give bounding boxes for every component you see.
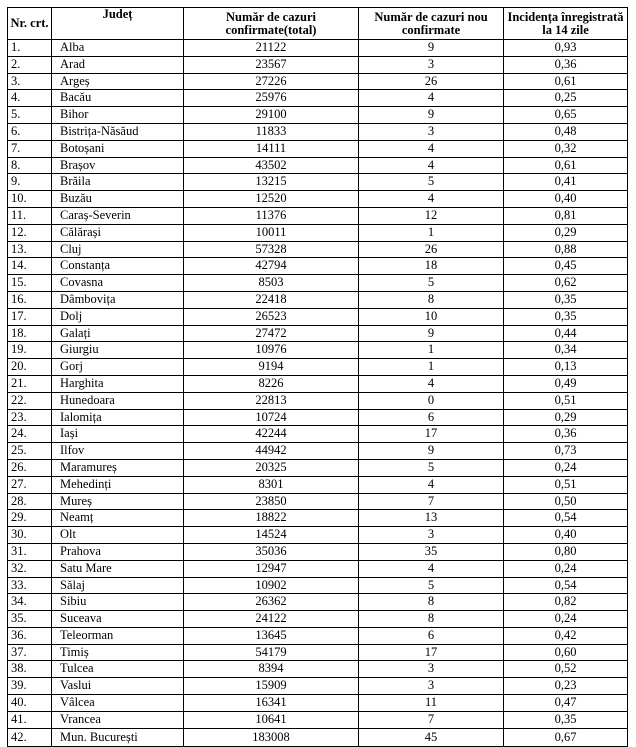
table-row xyxy=(8,711,628,728)
table-row xyxy=(8,510,628,527)
row-noi: 17 xyxy=(359,644,504,661)
row-total: 42244 xyxy=(184,426,359,443)
row-judet: Dâmbovița xyxy=(52,291,184,308)
row-nr: 31. xyxy=(8,543,52,560)
row-judet: Botoșani xyxy=(52,140,184,157)
row-total: 11376 xyxy=(184,207,359,224)
table-header-row xyxy=(8,8,628,40)
row-judet: Cluj xyxy=(52,241,184,258)
table-row xyxy=(8,409,628,426)
table-row xyxy=(8,577,628,594)
row-incidenta: 0,60 xyxy=(504,644,628,661)
row-nr: 18. xyxy=(8,325,52,342)
row-nr: 15. xyxy=(8,275,52,292)
table-row xyxy=(8,543,628,560)
row-judet: Călărași xyxy=(52,224,184,241)
row-total: 57328 xyxy=(184,241,359,258)
table-row xyxy=(8,627,628,644)
table-row xyxy=(8,359,628,376)
row-incidenta: 0,35 xyxy=(504,711,628,728)
row-incidenta: 0,32 xyxy=(504,140,628,157)
row-noi: 7 xyxy=(359,711,504,728)
row-noi: 4 xyxy=(359,476,504,493)
row-nr: 22. xyxy=(8,392,52,409)
row-judet: Bihor xyxy=(52,107,184,124)
row-judet: Tulcea xyxy=(52,661,184,678)
row-nr: 5. xyxy=(8,107,52,124)
row-noi: 35 xyxy=(359,543,504,560)
row-judet: Hunedoara xyxy=(52,392,184,409)
row-noi: 11 xyxy=(359,695,504,712)
row-total: 16341 xyxy=(184,695,359,712)
table-row xyxy=(8,157,628,174)
row-judet: Sălaj xyxy=(52,577,184,594)
row-judet: Neamț xyxy=(52,510,184,527)
row-nr: 3. xyxy=(8,73,52,90)
row-incidenta: 0,54 xyxy=(504,510,628,527)
covid-cases-table xyxy=(7,7,628,747)
row-incidenta: 0,40 xyxy=(504,191,628,208)
row-judet: Ialomița xyxy=(52,409,184,426)
table-row xyxy=(8,342,628,359)
table-row xyxy=(8,392,628,409)
row-judet: Suceava xyxy=(52,611,184,628)
row-judet: Bacău xyxy=(52,90,184,107)
row-judet: Galați xyxy=(52,325,184,342)
row-nr: 17. xyxy=(8,308,52,325)
row-nr: 16. xyxy=(8,291,52,308)
row-incidenta: 0,93 xyxy=(504,40,628,57)
row-judet: Gorj xyxy=(52,359,184,376)
row-judet: Satu Mare xyxy=(52,560,184,577)
row-nr: 33. xyxy=(8,577,52,594)
row-noi: 18 xyxy=(359,258,504,275)
row-incidenta: 0,29 xyxy=(504,224,628,241)
row-noi: 4 xyxy=(359,560,504,577)
row-noi: 8 xyxy=(359,594,504,611)
row-noi: 4 xyxy=(359,191,504,208)
row-incidenta: 0,35 xyxy=(504,291,628,308)
row-judet: Brașov xyxy=(52,157,184,174)
table-row xyxy=(8,527,628,544)
row-noi: 13 xyxy=(359,510,504,527)
row-nr: 4. xyxy=(8,90,52,107)
table-row xyxy=(8,258,628,275)
row-judet: Prahova xyxy=(52,543,184,560)
row-incidenta: 0,61 xyxy=(504,157,628,174)
table-row xyxy=(8,678,628,695)
row-total: 8503 xyxy=(184,275,359,292)
row-incidenta: 0,45 xyxy=(504,258,628,275)
row-judet: Brăila xyxy=(52,174,184,191)
row-nr: 40. xyxy=(8,695,52,712)
row-incidenta: 0,25 xyxy=(504,90,628,107)
row-nr: 21. xyxy=(8,375,52,392)
row-incidenta: 0,29 xyxy=(504,409,628,426)
row-total: 8394 xyxy=(184,661,359,678)
row-total: 22813 xyxy=(184,392,359,409)
row-noi: 10 xyxy=(359,308,504,325)
row-total: 35036 xyxy=(184,543,359,560)
row-incidenta: 0,23 xyxy=(504,678,628,695)
row-judet: Giurgiu xyxy=(52,342,184,359)
row-noi: 9 xyxy=(359,40,504,57)
table-row xyxy=(8,661,628,678)
row-total: 23567 xyxy=(184,56,359,73)
row-total: 12947 xyxy=(184,560,359,577)
row-noi: 12 xyxy=(359,207,504,224)
row-incidenta: 0,54 xyxy=(504,577,628,594)
row-total: 10902 xyxy=(184,577,359,594)
row-nr: 38. xyxy=(8,661,52,678)
row-judet: Harghita xyxy=(52,375,184,392)
row-total: 20325 xyxy=(184,459,359,476)
table-row xyxy=(8,107,628,124)
table-row xyxy=(8,644,628,661)
table-row xyxy=(8,426,628,443)
table-row xyxy=(8,73,628,90)
row-noi: 3 xyxy=(359,527,504,544)
row-judet: Sibiu xyxy=(52,594,184,611)
row-judet: Ilfov xyxy=(52,443,184,460)
row-judet: Iași xyxy=(52,426,184,443)
row-incidenta: 0,67 xyxy=(504,728,628,746)
row-total: 43502 xyxy=(184,157,359,174)
row-total: 23850 xyxy=(184,493,359,510)
row-incidenta: 0,61 xyxy=(504,73,628,90)
row-judet: Alba xyxy=(52,40,184,57)
table-row xyxy=(8,611,628,628)
row-nr: 29. xyxy=(8,510,52,527)
row-incidenta: 0,73 xyxy=(504,443,628,460)
row-incidenta: 0,13 xyxy=(504,359,628,376)
row-incidenta: 0,44 xyxy=(504,325,628,342)
row-judet: Dolj xyxy=(52,308,184,325)
row-noi: 1 xyxy=(359,224,504,241)
row-noi: 5 xyxy=(359,174,504,191)
row-noi: 9 xyxy=(359,443,504,460)
table-row xyxy=(8,123,628,140)
table-row xyxy=(8,174,628,191)
row-judet: Covasna xyxy=(52,275,184,292)
row-total: 10011 xyxy=(184,224,359,241)
row-incidenta: 0,24 xyxy=(504,611,628,628)
row-nr: 1. xyxy=(8,40,52,57)
row-total: 44942 xyxy=(184,443,359,460)
row-total: 18822 xyxy=(184,510,359,527)
row-nr: 27. xyxy=(8,476,52,493)
row-incidenta: 0,36 xyxy=(504,56,628,73)
row-judet: Maramureș xyxy=(52,459,184,476)
row-nr: 28. xyxy=(8,493,52,510)
row-nr: 14. xyxy=(8,258,52,275)
row-total: 54179 xyxy=(184,644,359,661)
row-nr: 11. xyxy=(8,207,52,224)
row-noi: 3 xyxy=(359,678,504,695)
row-nr: 34. xyxy=(8,594,52,611)
row-nr: 8. xyxy=(8,157,52,174)
row-total: 9194 xyxy=(184,359,359,376)
row-total: 10641 xyxy=(184,711,359,728)
row-incidenta: 0,40 xyxy=(504,527,628,544)
row-total: 13645 xyxy=(184,627,359,644)
row-incidenta: 0,35 xyxy=(504,308,628,325)
row-noi: 4 xyxy=(359,157,504,174)
table-row xyxy=(8,375,628,392)
row-nr: 7. xyxy=(8,140,52,157)
table-row xyxy=(8,275,628,292)
row-noi: 1 xyxy=(359,342,504,359)
row-total: 27226 xyxy=(184,73,359,90)
row-noi: 1 xyxy=(359,359,504,376)
row-nr: 24. xyxy=(8,426,52,443)
row-noi: 3 xyxy=(359,661,504,678)
row-total: 25976 xyxy=(184,90,359,107)
row-incidenta: 0,81 xyxy=(504,207,628,224)
row-nr: 20. xyxy=(8,359,52,376)
row-total: 8301 xyxy=(184,476,359,493)
table-row xyxy=(8,308,628,325)
row-noi: 8 xyxy=(359,291,504,308)
row-total: 29100 xyxy=(184,107,359,124)
row-nr: 13. xyxy=(8,241,52,258)
row-judet: Constanța xyxy=(52,258,184,275)
table-row xyxy=(8,476,628,493)
table-row xyxy=(8,560,628,577)
row-incidenta: 0,41 xyxy=(504,174,628,191)
table-row xyxy=(8,140,628,157)
row-noi: 5 xyxy=(359,275,504,292)
row-nr: 6. xyxy=(8,123,52,140)
row-judet: Vâlcea xyxy=(52,695,184,712)
row-nr: 35. xyxy=(8,611,52,628)
row-judet: Caraș-Severin xyxy=(52,207,184,224)
row-incidenta: 0,65 xyxy=(504,107,628,124)
row-total: 10724 xyxy=(184,409,359,426)
row-total: 10976 xyxy=(184,342,359,359)
row-noi: 5 xyxy=(359,577,504,594)
row-incidenta: 0,80 xyxy=(504,543,628,560)
row-judet: Teleorman xyxy=(52,627,184,644)
row-incidenta: 0,36 xyxy=(504,426,628,443)
row-nr: 26. xyxy=(8,459,52,476)
table-row xyxy=(8,241,628,258)
row-total: 14111 xyxy=(184,140,359,157)
row-nr: 23. xyxy=(8,409,52,426)
header-incidenta: Incidența înregistrată la 14 zile xyxy=(504,8,628,40)
table-row xyxy=(8,291,628,308)
row-noi: 26 xyxy=(359,73,504,90)
row-nr: 2. xyxy=(8,56,52,73)
row-noi: 3 xyxy=(359,56,504,73)
row-total: 14524 xyxy=(184,527,359,544)
row-nr: 41. xyxy=(8,711,52,728)
row-total: 27472 xyxy=(184,325,359,342)
row-total: 13215 xyxy=(184,174,359,191)
row-judet: Timiș xyxy=(52,644,184,661)
row-judet: Mun. București xyxy=(52,728,184,746)
row-total: 15909 xyxy=(184,678,359,695)
row-nr: 9. xyxy=(8,174,52,191)
header-judet: Județ xyxy=(52,8,184,40)
row-incidenta: 0,51 xyxy=(504,392,628,409)
row-incidenta: 0,88 xyxy=(504,241,628,258)
table-row xyxy=(8,191,628,208)
row-incidenta: 0,24 xyxy=(504,560,628,577)
row-judet: Vaslui xyxy=(52,678,184,695)
row-total: 24122 xyxy=(184,611,359,628)
row-nr: 39. xyxy=(8,678,52,695)
row-noi: 4 xyxy=(359,140,504,157)
row-incidenta: 0,82 xyxy=(504,594,628,611)
row-noi: 6 xyxy=(359,409,504,426)
row-incidenta: 0,51 xyxy=(504,476,628,493)
row-nr: 25. xyxy=(8,443,52,460)
table-row xyxy=(8,325,628,342)
table-row xyxy=(8,224,628,241)
row-noi: 3 xyxy=(359,123,504,140)
row-total: 21122 xyxy=(184,40,359,57)
table-row xyxy=(8,207,628,224)
row-noi: 45 xyxy=(359,728,504,746)
table-row xyxy=(8,695,628,712)
row-noi: 26 xyxy=(359,241,504,258)
table-row xyxy=(8,443,628,460)
table-row xyxy=(8,459,628,476)
table-row xyxy=(8,594,628,611)
row-judet: Vrancea xyxy=(52,711,184,728)
row-noi: 7 xyxy=(359,493,504,510)
row-total: 26523 xyxy=(184,308,359,325)
table-row xyxy=(8,728,628,746)
row-incidenta: 0,34 xyxy=(504,342,628,359)
row-incidenta: 0,49 xyxy=(504,375,628,392)
row-judet: Buzău xyxy=(52,191,184,208)
row-noi: 5 xyxy=(359,459,504,476)
table-row xyxy=(8,90,628,107)
row-nr: 12. xyxy=(8,224,52,241)
row-total: 26362 xyxy=(184,594,359,611)
row-judet: Bistrița-Năsăud xyxy=(52,123,184,140)
row-total: 12520 xyxy=(184,191,359,208)
row-noi: 9 xyxy=(359,325,504,342)
row-judet: Mehedinți xyxy=(52,476,184,493)
header-noi: Număr de cazuri nou confirmate xyxy=(359,8,504,40)
table-body xyxy=(8,40,628,747)
row-nr: 10. xyxy=(8,191,52,208)
row-total: 11833 xyxy=(184,123,359,140)
row-total: 22418 xyxy=(184,291,359,308)
row-nr: 36. xyxy=(8,627,52,644)
row-noi: 0 xyxy=(359,392,504,409)
row-nr: 42. xyxy=(8,728,52,746)
row-nr: 32. xyxy=(8,560,52,577)
row-nr: 30. xyxy=(8,527,52,544)
row-incidenta: 0,48 xyxy=(504,123,628,140)
row-total: 8226 xyxy=(184,375,359,392)
header-total: Număr de cazuri confirmate(total) xyxy=(184,8,359,40)
row-judet: Arad xyxy=(52,56,184,73)
row-judet: Olt xyxy=(52,527,184,544)
row-incidenta: 0,52 xyxy=(504,661,628,678)
row-judet: Mureș xyxy=(52,493,184,510)
row-noi: 4 xyxy=(359,90,504,107)
row-noi: 8 xyxy=(359,611,504,628)
row-incidenta: 0,42 xyxy=(504,627,628,644)
row-total: 42794 xyxy=(184,258,359,275)
row-noi: 9 xyxy=(359,107,504,124)
row-incidenta: 0,47 xyxy=(504,695,628,712)
table-row xyxy=(8,40,628,57)
row-noi: 17 xyxy=(359,426,504,443)
row-incidenta: 0,50 xyxy=(504,493,628,510)
row-judet: Argeș xyxy=(52,73,184,90)
row-incidenta: 0,24 xyxy=(504,459,628,476)
row-incidenta: 0,62 xyxy=(504,275,628,292)
row-nr: 37. xyxy=(8,644,52,661)
table-row xyxy=(8,56,628,73)
row-noi: 6 xyxy=(359,627,504,644)
row-total: 183008 xyxy=(184,728,359,746)
row-nr: 19. xyxy=(8,342,52,359)
table-row xyxy=(8,493,628,510)
header-nr: Nr. crt. xyxy=(8,8,52,40)
row-noi: 4 xyxy=(359,375,504,392)
